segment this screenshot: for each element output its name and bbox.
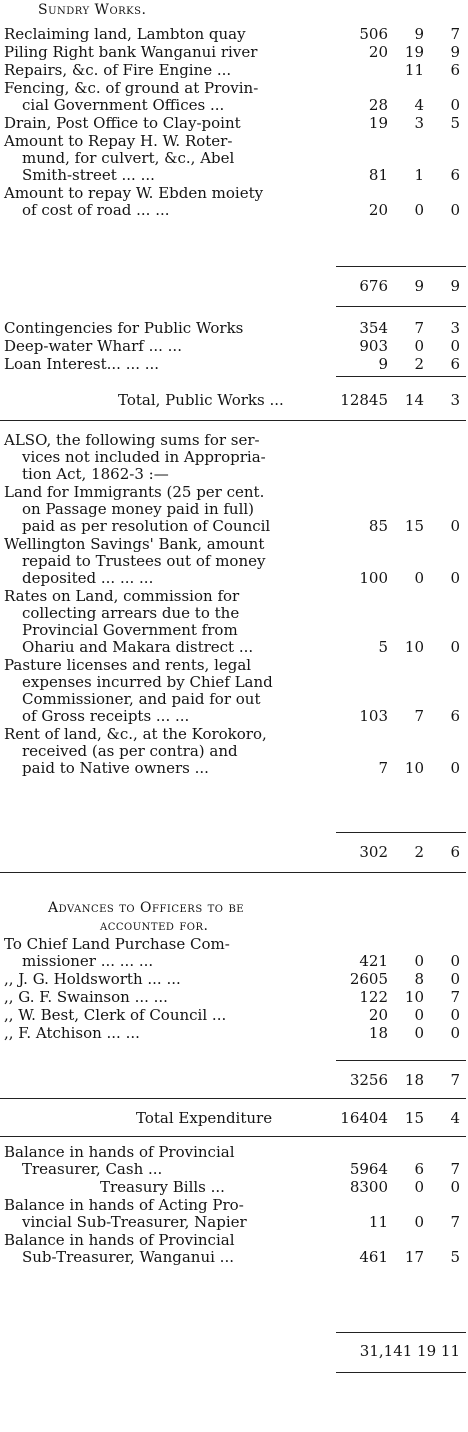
entry-text: Amount to Repay H. W. Roter- <box>4 132 233 150</box>
ledger-entry <box>0 971 468 988</box>
entry-line <box>0 26 468 43</box>
entry-line <box>0 97 468 114</box>
amount-pence: 0 <box>450 517 460 535</box>
total-row <box>0 392 468 409</box>
entry-line <box>0 1249 468 1266</box>
amount-pence: 0 <box>450 569 460 587</box>
ledger-entry <box>0 1007 468 1024</box>
ledger-entry <box>0 62 468 79</box>
amount-pence: 7 <box>450 988 460 1006</box>
amount-pence: 6 <box>450 166 460 184</box>
entry-line <box>0 726 468 743</box>
amount-shillings: 0 <box>414 1024 424 1042</box>
entry-text: ,, F. Atchison ... ... <box>4 1024 140 1042</box>
amount-pounds: 81 <box>368 166 388 184</box>
amount-shillings: 0 <box>414 201 424 219</box>
amount-shillings: 11 <box>404 61 424 79</box>
entry-text: Balance in hands of Provincial <box>4 1231 235 1249</box>
amount-pounds: 18 <box>368 1024 388 1042</box>
entry-text: Loan Interest... ... ... <box>4 355 160 373</box>
amount-shillings: 4 <box>414 96 424 114</box>
ledger-entry <box>0 356 468 373</box>
grand-total-rule <box>336 1332 466 1333</box>
ledger-entry <box>0 185 468 219</box>
entry-line <box>0 356 468 373</box>
amount-pounds: 100 <box>359 569 388 587</box>
entry-text: missioner ... ... ... <box>22 952 154 970</box>
total-pounds: 12845 <box>340 391 388 409</box>
ledger-entry <box>0 133 468 184</box>
ledger-entry <box>0 80 468 114</box>
full-rule <box>0 420 466 421</box>
amount-pence: 0 <box>450 201 460 219</box>
entry-text: To Chief Land Purchase Com- <box>4 935 230 953</box>
subtotal-pence: 6 <box>450 843 460 861</box>
entry-line <box>0 449 468 466</box>
entry-text: Contingencies for Public Works <box>4 319 244 337</box>
total-label: Total, Public Works ... <box>118 391 284 409</box>
subtotal-rule <box>336 832 466 833</box>
entry-line <box>0 657 468 674</box>
total-rule <box>336 376 466 377</box>
entry-text: Wellington Savings' Bank, amount <box>4 535 265 553</box>
entry-line <box>0 622 468 639</box>
ledger-entry <box>0 657 468 725</box>
amount-shillings: 7 <box>414 319 424 337</box>
entry-text: Rates on Land, commission for <box>4 587 240 605</box>
ledger-entry <box>0 726 468 777</box>
amount-pounds: 122 <box>359 988 388 1006</box>
entry-line <box>0 536 468 553</box>
entry-line <box>0 971 468 988</box>
subtotal-pence: 9 <box>450 277 460 295</box>
subtotal-rule <box>336 1060 466 1061</box>
amount-pence: 5 <box>450 1248 460 1266</box>
ledger-entry <box>0 26 468 43</box>
entry-text: ,, W. Best, Clerk of Council ... <box>4 1006 227 1024</box>
entry-text: Reclaiming land, Lambton quay <box>4 25 246 43</box>
entry-text: repaid to Trustees out of money <box>22 552 266 570</box>
subtotal-rule <box>336 306 466 307</box>
entry-line <box>0 1007 468 1024</box>
amount-shillings: 17 <box>404 1248 424 1266</box>
amount-pounds: 354 <box>359 319 388 337</box>
amount-pence: 5 <box>450 114 460 132</box>
entry-text: Provincial Government from <box>22 621 238 639</box>
entry-text: mund, for culvert, &c., Abel <box>22 149 235 167</box>
entry-text: Drain, Post Office to Clay-point <box>4 114 241 132</box>
entry-text: tion Act, 1862-3 :— <box>22 465 169 483</box>
full-rule <box>0 1136 466 1137</box>
entry-text: Land for Immigrants (25 per cent. <box>4 483 265 501</box>
entry-text: paid to Native owners ... <box>22 759 209 777</box>
amount-shillings: 10 <box>404 759 424 777</box>
entry-line <box>0 743 468 760</box>
entry-line <box>0 150 468 167</box>
amount-shillings: 8 <box>414 970 424 988</box>
amount-pence: 7 <box>450 1160 460 1178</box>
amount-shillings: 0 <box>414 1178 424 1196</box>
total-shillings: 14 <box>404 391 424 409</box>
entry-text: Rent of land, &c., at the Korokoro, <box>4 725 267 743</box>
ledger-entry <box>0 588 468 656</box>
subtotal-row <box>0 1072 468 1089</box>
entry-text: Treasurer, Cash ... <box>22 1160 163 1178</box>
amount-shillings: 3 <box>414 114 424 132</box>
entry-text: of cost of road ... ... <box>22 201 170 219</box>
subtotal-row <box>0 278 468 295</box>
amount-shillings: 0 <box>414 569 424 587</box>
entry-text: expenses incurred by Chief Land <box>22 673 273 691</box>
entry-text: Treasury Bills ... <box>100 1178 225 1196</box>
entry-text: ,, J. G. Holdsworth ... ... <box>4 970 181 988</box>
entry-text: Deep-water Wharf ... ... <box>4 337 182 355</box>
entry-line <box>0 605 468 622</box>
subtotal-shillings: 9 <box>414 277 424 295</box>
total-label: Total Expenditure <box>136 1109 273 1127</box>
ledger-entry <box>0 536 468 587</box>
ledger-entry <box>0 44 468 61</box>
amount-shillings: 10 <box>404 988 424 1006</box>
entry-text: cial Government Offices ... <box>22 96 225 114</box>
amount-pounds: 8300 <box>349 1178 388 1196</box>
ledger-entry <box>0 432 468 483</box>
entry-text: Sub-Treasurer, Wanganui ... <box>22 1248 234 1266</box>
entry-line <box>0 202 468 219</box>
amount-pence: 7 <box>450 25 460 43</box>
entry-text: Pasture licenses and rents, legal <box>4 656 252 674</box>
ledger-entry <box>0 1025 468 1042</box>
amount-pounds: 421 <box>359 952 388 970</box>
entry-text: ALSO, the following sums for ser- <box>4 431 260 449</box>
entry-text: Piling Right bank Wanganui river <box>4 43 258 61</box>
entry-line <box>0 518 468 535</box>
amount-pounds: 506 <box>359 25 388 43</box>
amount-pounds: 19 <box>368 114 388 132</box>
ledger-entry <box>0 115 468 132</box>
entry-line <box>0 1232 468 1249</box>
ledger-entry <box>0 989 468 1006</box>
ledger-entry <box>0 1144 468 1178</box>
entry-text: Balance in hands of Provincial <box>4 1143 235 1161</box>
entry-line <box>0 1197 468 1214</box>
entry-line <box>0 1144 468 1161</box>
amount-pounds: 11 <box>368 1213 388 1231</box>
entry-text: Ohariu and Makara distrect ... <box>22 638 254 656</box>
entry-text: deposited ... ... ... <box>22 569 154 587</box>
entry-line <box>0 553 468 570</box>
amount-pence: 0 <box>450 1024 460 1042</box>
grand-total: 31,141 19 11 <box>359 1342 460 1360</box>
ledger-entry <box>0 320 468 337</box>
amount-shillings: 15 <box>404 517 424 535</box>
amount-pence: 7 <box>450 1213 460 1231</box>
subtotal-row <box>0 844 468 861</box>
full-rule <box>0 1098 466 1099</box>
entry-text: Commissioner, and paid for out <box>22 690 261 708</box>
amount-pence: 0 <box>450 337 460 355</box>
amount-pence: 3 <box>450 319 460 337</box>
entry-line <box>0 1025 468 1042</box>
ledger-entry <box>0 1232 468 1266</box>
entry-line <box>0 466 468 483</box>
entry-line <box>0 80 468 97</box>
amount-pence: 0 <box>450 638 460 656</box>
amount-pence: 0 <box>450 759 460 777</box>
total-pence: 4 <box>450 1109 460 1127</box>
amount-pounds: 5964 <box>349 1160 388 1178</box>
full-rule <box>0 872 466 873</box>
amount-pounds: 20 <box>368 201 388 219</box>
entry-line <box>0 953 468 970</box>
entry-line <box>0 708 468 725</box>
entry-line <box>0 936 468 953</box>
amount-pounds: 103 <box>359 707 388 725</box>
ledger-entry <box>0 484 468 535</box>
entry-line <box>0 338 468 355</box>
entry-text: vices not included in Appropria- <box>22 448 266 466</box>
ledger-entry <box>0 1197 468 1231</box>
subtotal-pounds: 676 <box>359 277 388 295</box>
amount-pence: 6 <box>450 355 460 373</box>
entry-line <box>0 115 468 132</box>
entry-line <box>0 639 468 656</box>
entry-text: Repairs, &c. of Fire Engine ... <box>4 61 232 79</box>
grand-total-rule <box>336 1372 466 1373</box>
amount-shillings: 1 <box>414 166 424 184</box>
subtotal-shillings: 2 <box>414 843 424 861</box>
amount-pence: 0 <box>450 96 460 114</box>
subtotal-pence: 7 <box>450 1071 460 1089</box>
entry-line <box>0 1214 468 1231</box>
entry-text: ,, G. F. Swainson ... ... <box>4 988 168 1006</box>
entry-line <box>0 133 468 150</box>
entry-text: Smith-street ... ... <box>22 166 155 184</box>
amount-shillings: 7 <box>414 707 424 725</box>
amount-pounds: 2605 <box>349 970 388 988</box>
amount-pounds: 85 <box>368 517 388 535</box>
entry-line <box>0 588 468 605</box>
entry-text: Amount to repay W. Ebden moiety <box>4 184 264 202</box>
amount-shillings: 0 <box>414 952 424 970</box>
amount-pounds: 20 <box>368 43 388 61</box>
entry-line <box>0 1161 468 1178</box>
entry-text: collecting arrears due to the <box>22 604 240 622</box>
section-subheading: accounted for. <box>100 918 209 934</box>
amount-pounds: 903 <box>359 337 388 355</box>
total-shillings: 15 <box>404 1109 424 1127</box>
entry-text: received (as per contra) and <box>22 742 238 760</box>
entry-text: Fencing, &c. of ground at Provin- <box>4 79 259 97</box>
subtotal-shillings: 18 <box>404 1071 424 1089</box>
amount-pence: 0 <box>450 952 460 970</box>
amount-shillings: 0 <box>414 337 424 355</box>
amount-pounds: 20 <box>368 1006 388 1024</box>
amount-pence: 6 <box>450 61 460 79</box>
ledger-entry <box>0 936 468 970</box>
amount-pence: 0 <box>450 1006 460 1024</box>
section-heading: Sundry Works. <box>38 2 147 18</box>
amount-shillings: 6 <box>414 1160 424 1178</box>
entry-line <box>0 185 468 202</box>
amount-shillings: 2 <box>414 355 424 373</box>
amount-pence: 9 <box>450 43 460 61</box>
entry-text: vincial Sub-Treasurer, Napier <box>22 1213 247 1231</box>
entry-line <box>0 570 468 587</box>
entry-text: paid as per resolution of Council <box>22 517 271 535</box>
entry-line <box>0 432 468 449</box>
total-pence: 3 <box>450 391 460 409</box>
entry-line <box>0 62 468 79</box>
amount-pounds: 9 <box>378 355 388 373</box>
entry-line <box>0 501 468 518</box>
entry-text: Balance in hands of Acting Pro- <box>4 1196 244 1214</box>
entry-line <box>0 44 468 61</box>
entry-line <box>0 989 468 1006</box>
ledger-entry <box>0 1179 468 1196</box>
entry-line <box>0 167 468 184</box>
entry-line <box>0 1179 468 1196</box>
total-pounds: 16404 <box>340 1109 388 1127</box>
amount-shillings: 0 <box>414 1213 424 1231</box>
amount-pence: 0 <box>450 1178 460 1196</box>
amount-shillings: 19 <box>404 43 424 61</box>
amount-pounds: 461 <box>359 1248 388 1266</box>
ledger-entry <box>0 338 468 355</box>
entry-line <box>0 484 468 501</box>
amount-shillings: 9 <box>414 25 424 43</box>
entry-line <box>0 760 468 777</box>
total-row <box>0 1110 468 1127</box>
subtotal-pounds: 302 <box>359 843 388 861</box>
amount-shillings: 10 <box>404 638 424 656</box>
entry-line <box>0 691 468 708</box>
amount-shillings: 0 <box>414 1006 424 1024</box>
section-heading: Advances to Officers to be <box>48 900 245 916</box>
entry-text: on Passage money paid in full) <box>22 500 255 518</box>
amount-pounds: 5 <box>378 638 388 656</box>
amount-pence: 6 <box>450 707 460 725</box>
amount-pounds: 7 <box>378 759 388 777</box>
amount-pence: 0 <box>450 970 460 988</box>
entry-line <box>0 320 468 337</box>
subtotal-pounds: 3256 <box>349 1071 388 1089</box>
entry-line <box>0 674 468 691</box>
subtotal-rule <box>336 266 466 267</box>
entry-text: of Gross receipts ... ... <box>22 707 190 725</box>
amount-pounds: 28 <box>368 96 388 114</box>
